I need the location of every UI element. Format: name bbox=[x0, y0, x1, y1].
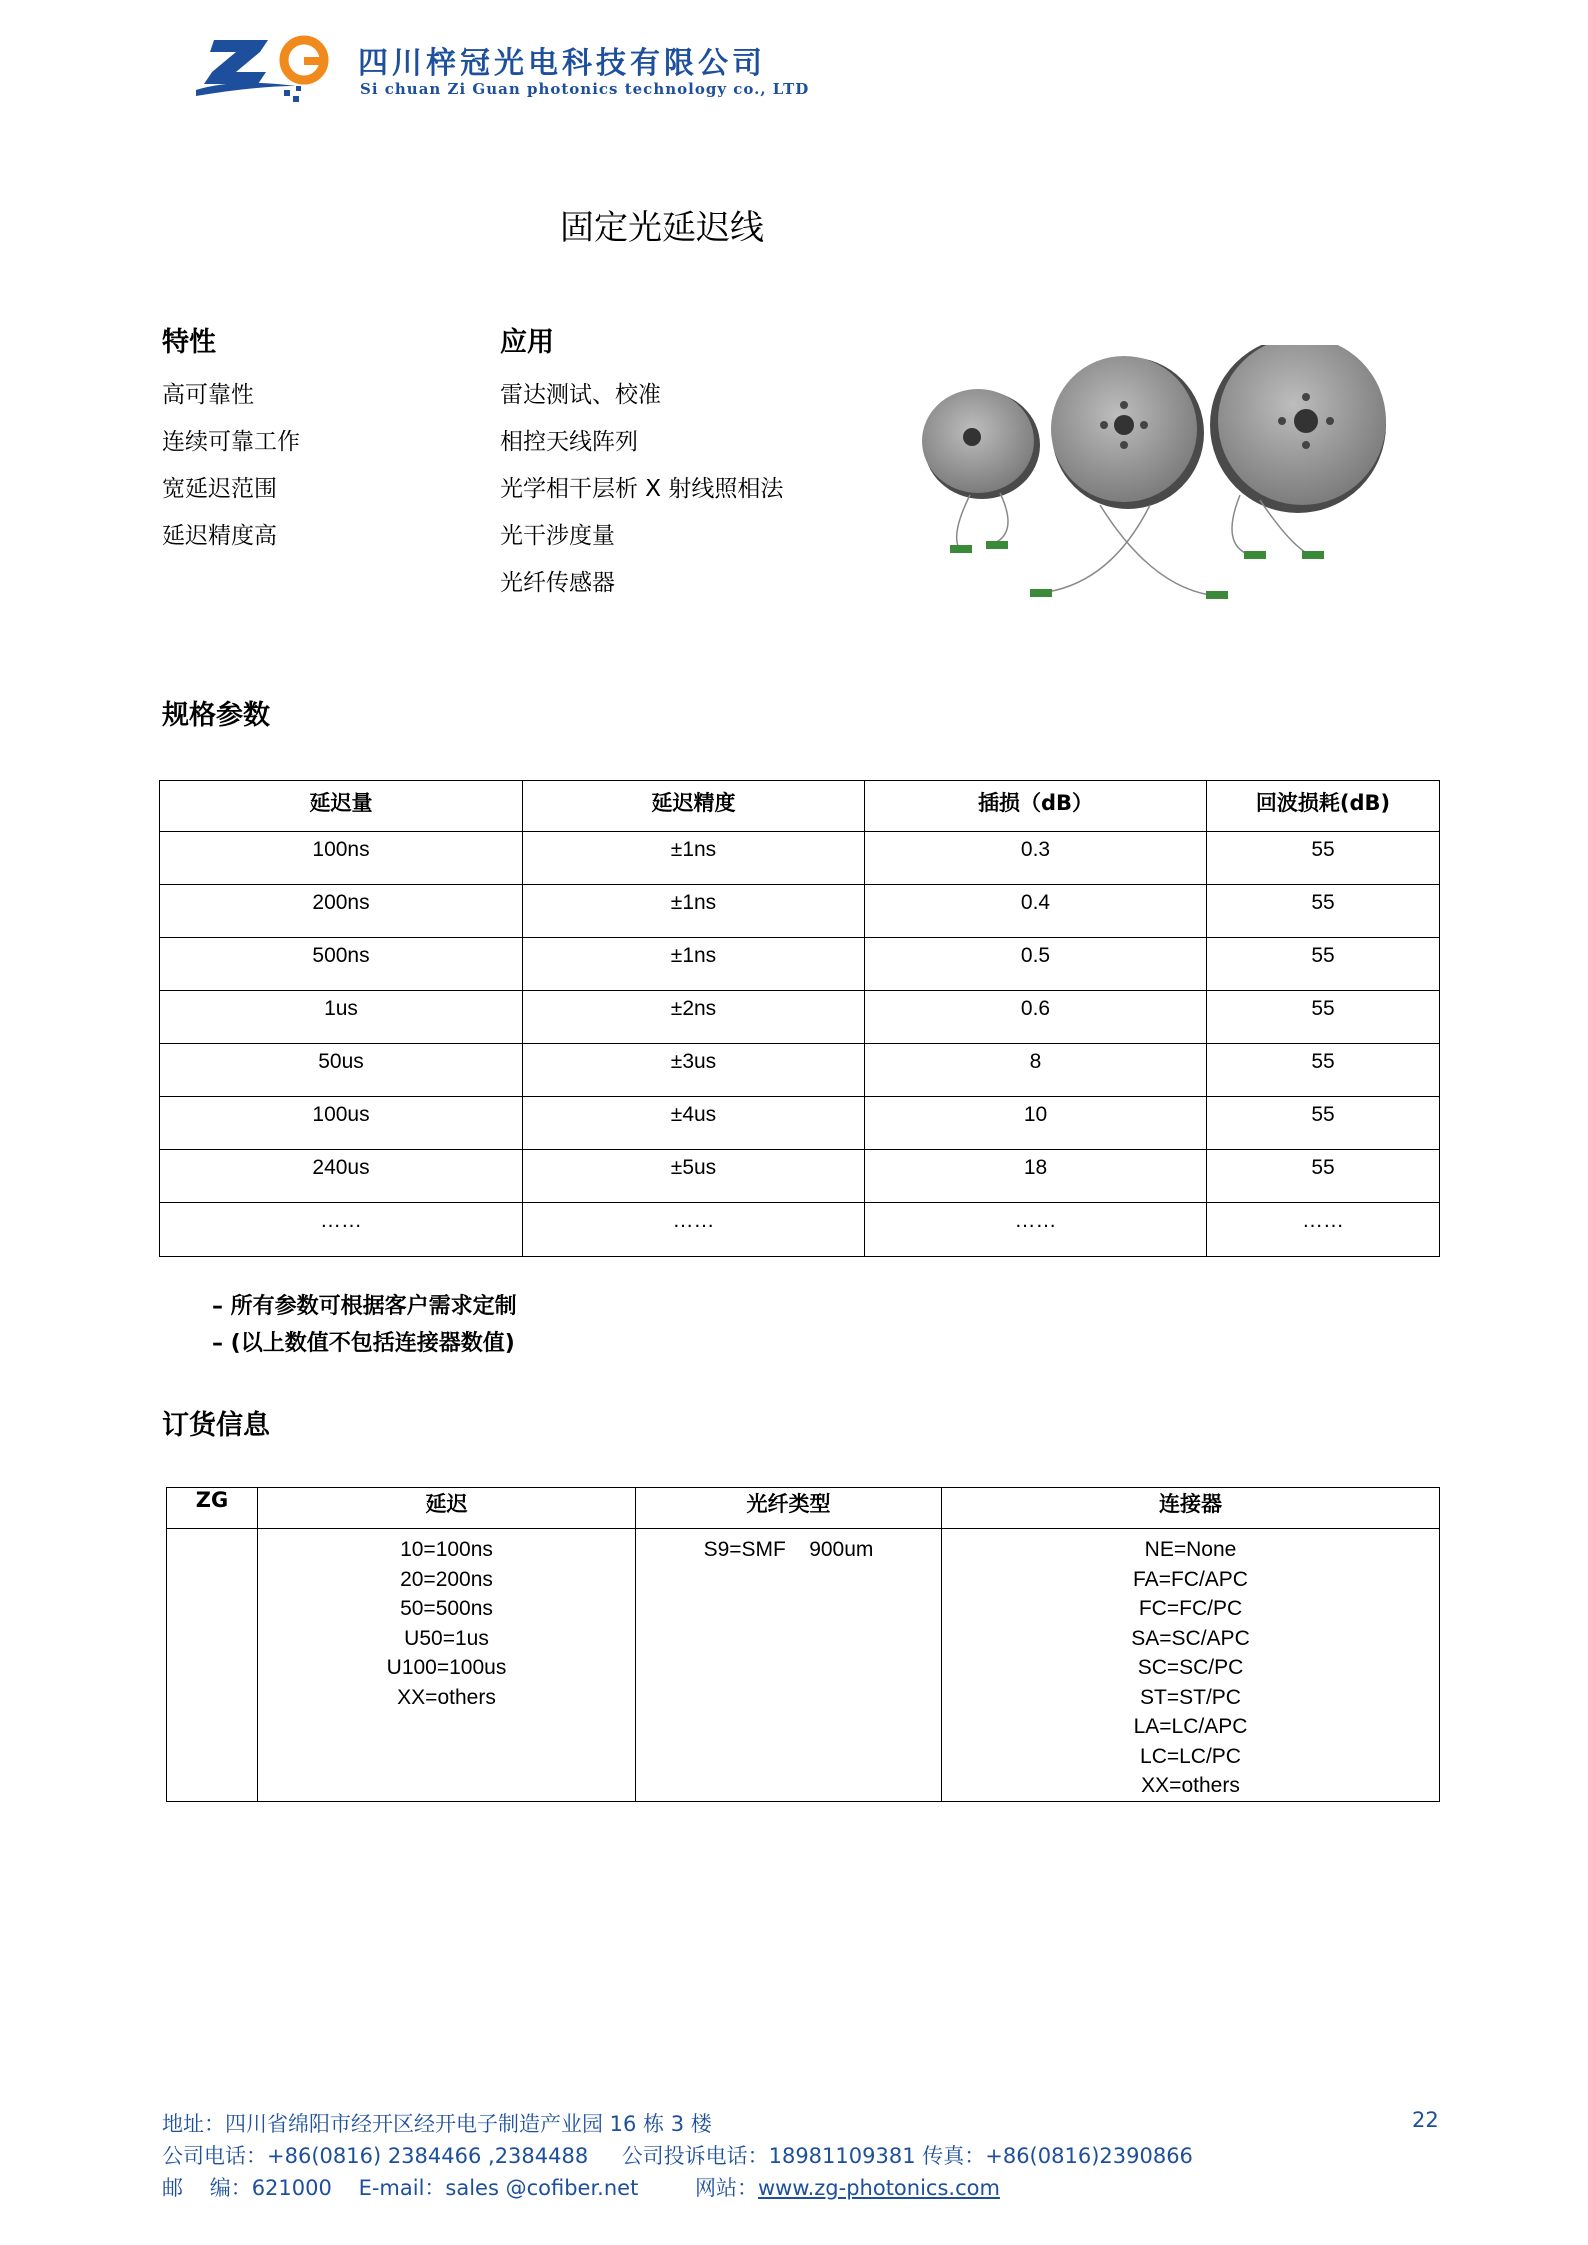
feature-item: 高可靠性 bbox=[162, 382, 254, 408]
application-item: 相控天线阵列 bbox=[500, 429, 638, 455]
table-cell: 10 bbox=[865, 1097, 1207, 1150]
column-header: 回波损耗(dB) bbox=[1207, 781, 1440, 832]
application-item: 光学相干层析 X 射线照相法 bbox=[500, 476, 784, 502]
table-cell: ±3us bbox=[523, 1044, 865, 1097]
table-cell: 240us bbox=[160, 1150, 523, 1203]
column-header: 连接器 bbox=[942, 1488, 1440, 1529]
application-item: 光纤传感器 bbox=[500, 570, 615, 596]
spec-heading: 规格参数 bbox=[162, 700, 270, 731]
table-header-row bbox=[160, 781, 1440, 832]
column-header: 光纤类型 bbox=[636, 1488, 942, 1529]
fiber-options-cell bbox=[636, 1529, 942, 1802]
connector-option: FC=FC/PC bbox=[1138, 1597, 1243, 1620]
table-cell: ±1ns bbox=[523, 885, 865, 938]
column-header: 插损（dB） bbox=[865, 781, 1207, 832]
note-line: – (以上数值不包括连接器数值) bbox=[212, 1331, 515, 1356]
note-line: – 所有参数可根据客户需求定制 bbox=[212, 1294, 517, 1319]
feature-item: 延迟精度高 bbox=[162, 523, 277, 549]
website-label: 网站： bbox=[695, 2176, 758, 2200]
order-table bbox=[166, 1487, 1440, 1802]
spec-table bbox=[159, 780, 1440, 1257]
table-cell: ±1ns bbox=[523, 832, 865, 885]
connector-options-cell bbox=[942, 1529, 1440, 1802]
column-header: 延迟 bbox=[258, 1488, 636, 1529]
column-header: 延迟量 bbox=[160, 781, 523, 832]
connector-option: NE=None bbox=[1144, 1538, 1237, 1561]
table-cell: 18 bbox=[865, 1150, 1207, 1203]
connector-option: SA=SC/APC bbox=[1131, 1626, 1250, 1650]
footer-address: 地址：四川省绵阳市经开区经开电子制造产业园 16 栋 3 楼 bbox=[162, 2112, 712, 2136]
table-row bbox=[167, 1529, 1440, 1802]
connector-option: XX=others bbox=[1141, 1774, 1240, 1797]
table-cell: 1us bbox=[160, 991, 523, 1044]
feature-item: 连续可靠工作 bbox=[162, 429, 300, 455]
product-photo bbox=[910, 345, 1410, 615]
connector-option: LC=LC/PC bbox=[1140, 1744, 1241, 1768]
table-cell: ±5us bbox=[523, 1150, 865, 1203]
feature-item: 宽延迟范围 bbox=[162, 476, 277, 502]
table-row bbox=[160, 991, 1440, 1044]
table-cell: 55 bbox=[1207, 1097, 1440, 1150]
spec-notes bbox=[212, 1288, 517, 1362]
company-name-en: Si chuan Zi Guan photonics technology co., LTD bbox=[360, 80, 810, 98]
connector-option: ST=ST/PC bbox=[1140, 1685, 1241, 1709]
page-title: 固定光延迟线 bbox=[560, 208, 764, 248]
delay-option: 50=500ns bbox=[400, 1597, 493, 1620]
table-cell: 55 bbox=[1207, 885, 1440, 938]
table-cell: 200ns bbox=[160, 885, 523, 938]
table-cell bbox=[167, 1529, 258, 1802]
table-cell: 100ns bbox=[160, 832, 523, 885]
delay-option: U50=1us bbox=[404, 1626, 489, 1650]
order-heading: 订货信息 bbox=[162, 1410, 270, 1441]
table-row bbox=[160, 1150, 1440, 1203]
website-link[interactable]: www.zg-photonics.com bbox=[758, 2176, 1000, 2200]
delay-option: 10=100ns bbox=[400, 1538, 493, 1561]
table-cell: 50us bbox=[160, 1044, 523, 1097]
column-header: ZG bbox=[167, 1488, 258, 1529]
application-item: 光干涉度量 bbox=[500, 523, 615, 549]
fiber-option: S9=SMF 900um bbox=[703, 1538, 874, 1561]
delay-option: XX=others bbox=[397, 1685, 496, 1709]
page-number: 22 bbox=[1412, 2108, 1439, 2132]
footer-postal: 邮 编：621000 E-mail：sales @cofiber.net bbox=[162, 2176, 639, 2200]
delay-option: 20=200ns bbox=[400, 1567, 493, 1591]
table-cell: 55 bbox=[1207, 1150, 1440, 1203]
table-cell: 0.4 bbox=[865, 885, 1207, 938]
table-row bbox=[160, 938, 1440, 991]
table-cell: 0.3 bbox=[865, 832, 1207, 885]
application-item: 雷达测试、校准 bbox=[500, 382, 661, 408]
features-heading: 特性 bbox=[162, 327, 216, 358]
delay-options-cell bbox=[258, 1529, 636, 1802]
table-cell: 0.5 bbox=[865, 938, 1207, 991]
company-logo bbox=[196, 30, 346, 110]
connector-option: FA=FC/APC bbox=[1133, 1567, 1248, 1591]
connector-option: LA=LC/APC bbox=[1133, 1715, 1248, 1738]
table-cell: ±1ns bbox=[523, 938, 865, 991]
table-row bbox=[160, 885, 1440, 938]
table-cell: …… bbox=[1207, 1203, 1440, 1257]
delay-option: U100=100us bbox=[386, 1656, 507, 1679]
table-cell: …… bbox=[523, 1203, 865, 1257]
table-row bbox=[160, 1203, 1440, 1257]
table-cell: 8 bbox=[865, 1044, 1207, 1097]
table-cell: …… bbox=[160, 1203, 523, 1257]
table-cell: ±4us bbox=[523, 1097, 865, 1150]
company-name-cn: 四川梓冠光电科技有限公司 bbox=[358, 46, 766, 81]
table-cell: 55 bbox=[1207, 1044, 1440, 1097]
table-header-row bbox=[167, 1488, 1440, 1529]
table-row bbox=[160, 1044, 1440, 1097]
table-cell: 55 bbox=[1207, 832, 1440, 885]
table-cell: 100us bbox=[160, 1097, 523, 1150]
table-row bbox=[160, 832, 1440, 885]
table-cell: 500ns bbox=[160, 938, 523, 991]
table-cell: …… bbox=[865, 1203, 1207, 1257]
table-cell: 55 bbox=[1207, 991, 1440, 1044]
footer-website bbox=[695, 2172, 1000, 2202]
applications-heading: 应用 bbox=[500, 327, 554, 358]
table-row bbox=[160, 1097, 1440, 1150]
table-cell: 0.6 bbox=[865, 991, 1207, 1044]
footer-phone: 公司电话：+86(0816) 2384466 ,2384488 公司投诉电话：18981109381 传真：+86(0816)2390866 bbox=[162, 2144, 1193, 2168]
table-cell: 55 bbox=[1207, 938, 1440, 991]
column-header: 延迟精度 bbox=[523, 781, 865, 832]
connector-option: SC=SC/PC bbox=[1137, 1656, 1244, 1679]
table-cell: ±2ns bbox=[523, 991, 865, 1044]
